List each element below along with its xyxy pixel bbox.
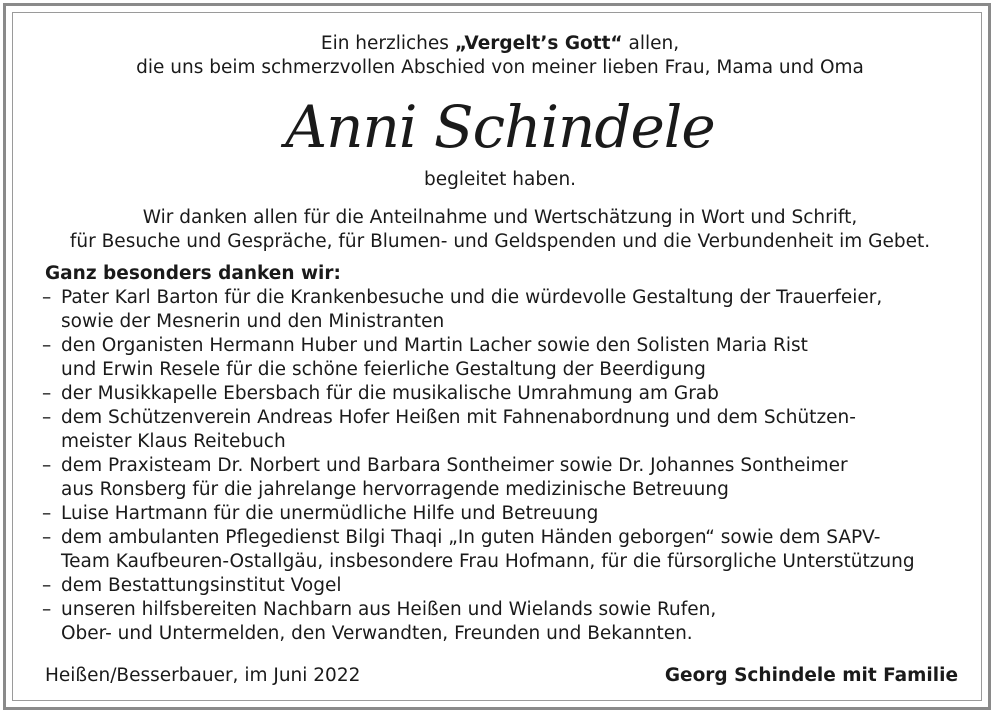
list-item: – der Musikkapelle Ebersbach für die musikalische Umrahmung am Grab — [45, 382, 975, 406]
signature: Georg Schindele mit Familie — [664, 665, 958, 686]
list-item: – dem Praxisteam Dr. Norbert und Barbara Sontheimer sowie Dr. Johannes Sontheimer aus Ronsberg für die jahrelange hervorragende medizinische Betreuung — [45, 454, 975, 502]
special-thanks-heading: Ganz besonders danken wir: — [45, 263, 341, 284]
thanks-list — [45, 286, 975, 646]
list-item: – unseren hilfsbereiten Nachbarn aus Heißen und Wielands sowie Rufen, Ober- und Untermelden, den Verwandten, Freunden und Bekannten. — [45, 598, 975, 646]
list-item: – dem Schützenverein Andreas Hofer Heißen mit Fahnenabordnung und dem Schützen- meister Klaus Reitebuch — [45, 406, 975, 454]
thanks-line1: Wir danken allen für die Anteilnahme und Wertschätzung in Wort und Schrift, — [142, 207, 858, 228]
list-item: – den Organisten Hermann Huber und Martin Lacher sowie den Solisten Maria Rist und Erwin Resele für die schöne feierliche Gestaltung der Beerdigung — [45, 334, 975, 382]
accompanied-text: begleitet haben. — [423, 169, 577, 190]
intro-text — [0, 32, 1000, 80]
deceased-name: Anni Schindele — [285, 93, 715, 161]
list-item: – Pater Karl Barton für die Krankenbesuche und die würdevolle Gestaltung der Trauerfeier, sowie der Mesnerin und den Ministranten — [45, 286, 975, 334]
special-thanks — [45, 262, 975, 646]
intro-line1: Ein herzliches „Vergelt’s Gott“ allen, — [320, 33, 680, 54]
list-item: – dem Bestattungsinstitut Vogel — [45, 574, 975, 598]
list-item: – dem ambulanten Pflegedienst Bilgi Thaqi „In guten Händen geborgen“ sowie dem SAPV- Team Kaufbeuren-Ostallgäu, insbesondere Frau Hofmann, für die fürsorgliche Unterstützung — [45, 526, 975, 574]
intro-line2: die uns beim schmerzvollen Abschied von meiner lieben Frau, Mama und Oma — [136, 57, 864, 78]
intro-highlight: „Vergelt’s Gott“ — [454, 33, 623, 54]
general-thanks — [0, 206, 1000, 254]
place-date: Heißen/Besserbauer, im Juni 2022 — [45, 665, 361, 686]
thanks-line2: für Besuche und Gespräche, für Blumen- und Geldspenden und die Verbundenheit im Gebet. — [69, 231, 931, 252]
list-item: – Luise Hartmann für die unermüdliche Hilfe und Betreuung — [45, 502, 975, 526]
